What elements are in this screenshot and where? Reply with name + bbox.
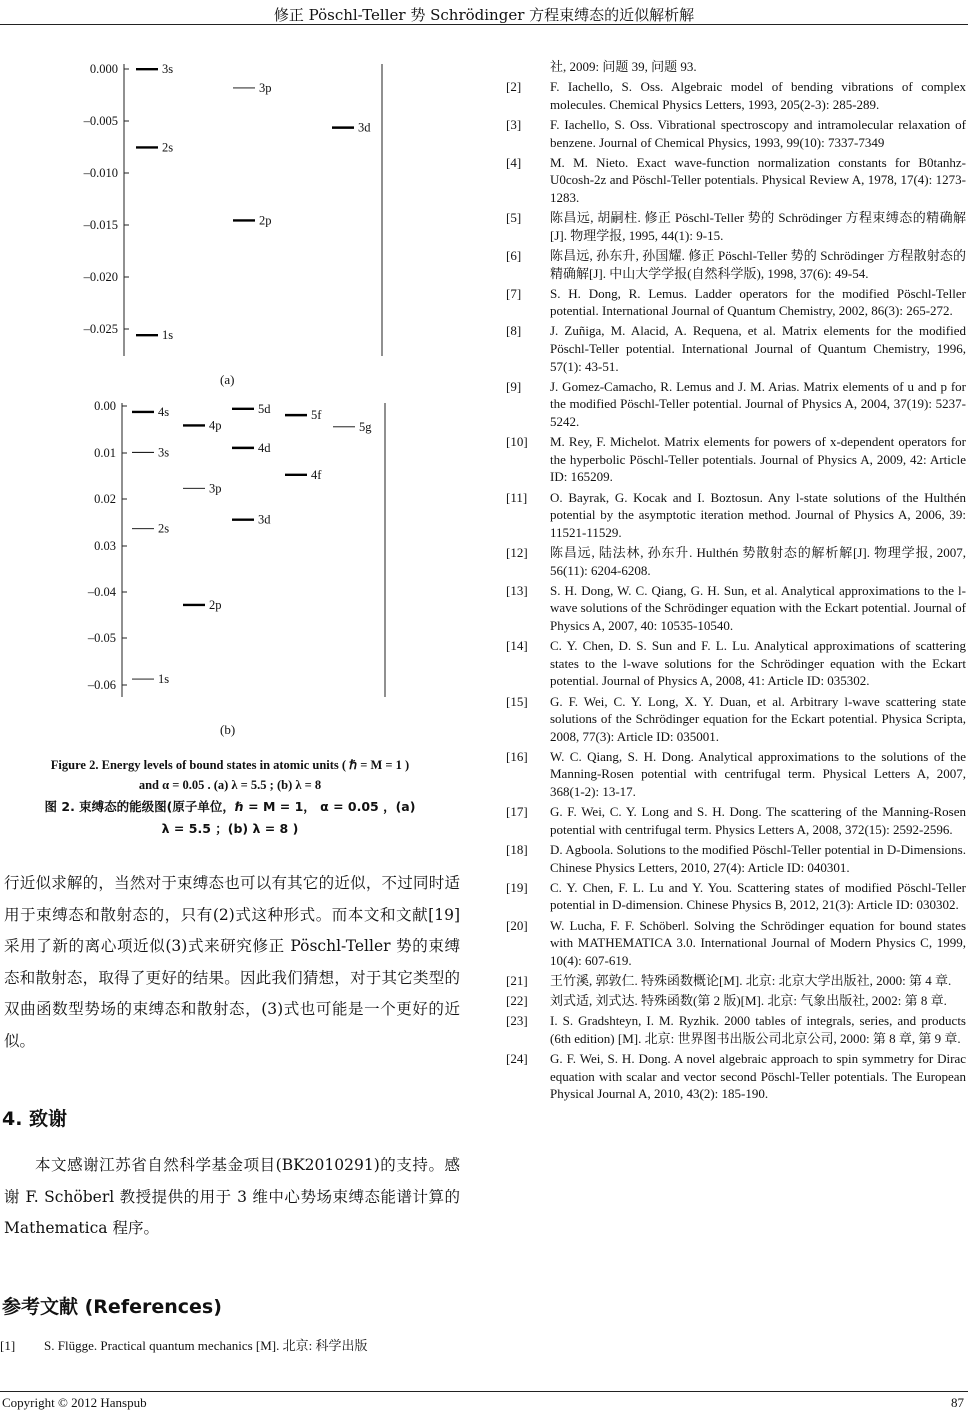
reference-item xyxy=(506,489,966,542)
reference-text: S. H. Dong, R. Lemus. Ladder operators for the modified Pöschl-Teller potential. International Journal of Quantum Chemistry, 2002, 86(3): 265-272. xyxy=(550,285,966,319)
y-tick-label: 0.000 xyxy=(89,62,118,76)
reference-number: [13] xyxy=(506,582,528,598)
page-number: 87 xyxy=(951,1395,964,1410)
reference-number: [23] xyxy=(506,1013,528,1029)
reference-number: [18] xyxy=(506,842,528,858)
reference-text: S. H. Dong, W. C. Qiang, G. H. Sun, et al. Analytical approximations to the l-wave solutions of the Schrödinger equation with the Eckart potential. Journal of Physics A, 2007, 40: 10535-10540. xyxy=(550,582,966,633)
reference-text: I. S. Gradshteyn, I. M. Ryzhik. 2000 tables of integrals, series, and products (6th edition) [M]. 北京: 世界图书出版公司北京公司, 2000: 第 8 章, 第 9 章. xyxy=(550,1013,966,1046)
y-tick-label: 0.00 xyxy=(94,399,116,413)
reference-item xyxy=(506,693,966,746)
reference-number: [24] xyxy=(506,1051,528,1067)
reference-number: [4] xyxy=(506,154,522,170)
reference-text: O. Bayrak, G. Kocak and I. Boztosun. Any l-state solutions of the Hulthén potential by the asymptotic iteration method. Journal of Physics A, 2006, 39: 11521-11529. xyxy=(550,489,966,540)
reference-number: [17] xyxy=(506,804,528,820)
figure-caption-zh-2: λ = 5.5 ；(b) λ = 8 ) xyxy=(161,821,299,836)
y-tick-label: 0.02 xyxy=(94,492,116,506)
reference-number: [2] xyxy=(506,79,522,95)
running-header: 修正 Pöschl-Teller 势 Schrödinger 方程束缚态的近似解析解 xyxy=(273,6,695,24)
ack-heading: 4. 致谢 xyxy=(2,1108,68,1130)
header-rule xyxy=(0,24,968,25)
energy-level-label: 4p xyxy=(209,418,222,433)
energy-level-chart-b xyxy=(40,395,400,705)
reference-item xyxy=(506,1012,966,1047)
energy-level-label: 5f xyxy=(311,408,322,423)
reference-continuation-text: 社, 2009: 问题 39, 问题 93. xyxy=(550,59,697,74)
energy-level-chart-a xyxy=(40,56,390,361)
reference-text: J. Gomez-Camacho, R. Lemus and J. M. Arias. Matrix elements of u and p for the modified Pöschl-Teller potential. Journal of Physics A, 2004, 37(19): 5237-5242. xyxy=(550,378,966,430)
energy-level-label: 5d xyxy=(258,401,271,416)
energy-level-label: 5g xyxy=(359,419,372,434)
reference-text: W. Lucha, F. F. Schöberl. Solving the Schrödinger equation for bound states with MATHEMATICA 3.0. International Journal of Modern Physics C, 1999, 10(4): 607-619. xyxy=(550,917,966,968)
reference-text: G. F. Wei, S. H. Dong. A novel algebraic approach to spin symmetry for Dirac equation with scalar and vector second Pöschl-Teller potentials. The European Physical Journal A, 2010, 43(2): 185-190. xyxy=(550,1051,966,1102)
footer-copyright: Copyright © 2012 Hanspub xyxy=(2,1395,147,1410)
reference-item xyxy=(506,116,966,151)
reference-number: [15] xyxy=(506,693,528,709)
reference-item xyxy=(506,748,966,801)
y-tick-label: –0.005 xyxy=(83,114,118,128)
reference-item xyxy=(506,378,966,431)
reference-item xyxy=(506,78,966,113)
reference-item xyxy=(506,154,966,207)
reference-number: [8] xyxy=(506,323,522,339)
reference-item xyxy=(506,917,966,970)
panel-b-label: (b) xyxy=(220,722,236,737)
reference-text: J. Zuñiga, M. Alacid, A. Requena, et al. Matrix elements for the modified Pöschl-Teller potential. International Journal of Quantum Chemistry, 1996, 57(1): 43-51. xyxy=(550,323,966,374)
figure-caption-en-2: and α = 0.05 . (a) λ = 5.5 ; (b) λ = 8 xyxy=(138,778,322,792)
body-paragraph: 行近似求解的，当然对于束缚态也可以有其它的近似，不过同时适用于束缚态和散射态的，只有(2)式这种形式。而本文和文献[19]采用了新的离心项近似(3)式来研究修正 Pöschl-Teller 势的束缚态和散射态，取得了更好的结果。因此我们猜想，对于其它类型的双曲函数型势场的束缚态和散射态，(3)式也可能是一个更好的近似。 xyxy=(4,874,460,1050)
energy-level-label: 3s xyxy=(158,445,170,460)
reference-item xyxy=(506,285,966,320)
reference-text: M. M. Nieto. Exact wave-function normalization constants for B0tanhz-U0cosh-2z and Pöschl-Teller potentials. Physical Review A, 1978, 17(4): 1273-1283. xyxy=(550,154,966,205)
reference-item xyxy=(506,209,966,244)
ack-paragraph: 本文感谢江苏省自然科学基金项目(BK2010291)的支持。感谢 F. Schöberl 教授提供的用于 3 维中心势场束缚态能谱计算的 Mathematica 程序。 xyxy=(4,1156,460,1237)
energy-level-label: 2p xyxy=(259,213,272,228)
reference-item xyxy=(506,1050,966,1103)
references-heading: 参考文献 (References) xyxy=(2,1296,222,1318)
reference-item xyxy=(506,972,966,990)
reference-number: [9] xyxy=(506,378,522,394)
reference-text: 陈昌远, 孙东升, 孙国耀. 修正 Pöschl-Teller 势的 Schrödinger 方程散射态的精确解[J]. 中山大学学报(自然科学版), 1998, 37(6): 49-54. xyxy=(550,247,966,281)
reference-text: 王竹溪, 郭敦仁. 特殊函数概论[M]. 北京: 北京大学出版社, 2000: 第 4 章. xyxy=(550,972,952,988)
reference-item xyxy=(506,637,966,690)
reference-text: D. Agboola. Solutions to the modified Pöschl-Teller potential in D-Dimensions. Chinese Physics Letters, 2010, 27(4): Article ID: 040301. xyxy=(550,842,966,875)
reference-text: F. Iachello, S. Oss. Vibrational spectroscopy and intramolecular relaxation of benzene. Journal of Chemical Physics, 1993, 99(10): 7337-7349 xyxy=(550,116,966,150)
reference-text: G. F. Wei, C. Y. Long and S. H. Dong. The scattering of the Manning-Rosen potential with centrifugal term. Physics Letters A, 2008, 372(15): 2592-2596. xyxy=(550,804,966,837)
panel-a-label: (a) xyxy=(220,372,235,387)
reference-list xyxy=(506,58,966,1106)
reference-item xyxy=(506,879,966,914)
y-tick-label: –0.010 xyxy=(83,166,118,180)
reference-item xyxy=(506,841,966,876)
reference-text: G. F. Wei, C. Y. Long, X. Y. Duan, et al. Arbitrary l-wave scattering state solutions of the Schrödinger equation for the Eckart potential. Physica Scripta, 2008, 77(3): Article ID: 035001. xyxy=(550,693,966,744)
reference-continuation xyxy=(506,58,966,76)
reference-number: [16] xyxy=(506,748,528,764)
reference-number: [3] xyxy=(506,116,522,132)
energy-level-label: 2s xyxy=(162,140,174,155)
reference-number: [11] xyxy=(506,489,528,505)
reference-number: [22] xyxy=(506,993,528,1009)
reference-text: 刘式适, 刘式达. 特殊函数(第 2 版)[M]. 北京: 气象出版社, 2002: 第 8 章. xyxy=(550,993,947,1009)
reference-text: S. Flügge. Practical quantum mechanics [M]. 北京: 科学出版 xyxy=(44,1338,368,1353)
y-tick-label: –0.020 xyxy=(83,270,118,284)
reference-text: F. Iachello, S. Oss. Algebraic model of bending vibrations of complex molecules. Chemical Physics Letters, 1993, 205(2-3): 285-289. xyxy=(550,79,966,112)
reference-item xyxy=(506,247,966,282)
reference-item xyxy=(506,433,966,486)
figure-caption-zh-1: 图 2. 束缚态的能级图(原子单位，ℏ = M = 1， α = 0.05 ，(a) xyxy=(44,799,416,814)
reference-text: W. C. Qiang, S. H. Dong. Analytical approximations to the solutions of the Manning-Rosen potential with centrifugal term. Physical Letters A, 2007, 368(1-2): 13-17. xyxy=(550,748,966,800)
reference-number: [12] xyxy=(506,544,528,560)
energy-level-label: 2s xyxy=(158,521,170,536)
y-tick-label: –0.015 xyxy=(83,218,118,232)
energy-level-label: 4d xyxy=(258,440,271,455)
reference-text: 陈昌远, 胡嗣柱. 修正 Pöschl-Teller 势的 Schrödinger 方程束缚态的精确解[J]. 物理学报, 1995, 44(1): 9-15. xyxy=(550,210,966,243)
y-tick-label: –0.05 xyxy=(87,631,116,645)
reference-number: [19] xyxy=(506,879,528,895)
reference-text: C. Y. Chen, F. L. Lu and Y. You. Scattering states of modified Pöschl-Teller potential in D-dimension. Chinese Physics B, 2012, 21(3): Article ID: 030302. xyxy=(550,879,966,913)
energy-level-label: 4f xyxy=(311,467,322,482)
footer-rule xyxy=(0,1391,968,1392)
y-tick-label: –0.06 xyxy=(87,678,116,692)
reference-number: [20] xyxy=(506,917,528,933)
reference-item xyxy=(506,582,966,635)
reference-item xyxy=(506,803,966,838)
reference-item xyxy=(506,544,966,579)
energy-level-label: 4s xyxy=(158,404,170,419)
reference-number: [1] xyxy=(0,1338,16,1353)
reference-number: [10] xyxy=(506,434,528,450)
reference-text: 陈昌远, 陆法林, 孙东升. Hulthén 势散射态的解析解[J]. 物理学报, 2007, 56(11): 6204-6208. xyxy=(550,544,966,578)
reference-item xyxy=(506,992,966,1010)
reference-number: [7] xyxy=(506,285,522,301)
reference-text: M. Rey, F. Michelot. Matrix elements for powers of x-dependent operators for the hyperbolic Pöschl-Teller potentials. Journal of Physics A, 2009, 42: Article ID: 165209. xyxy=(550,434,966,485)
y-tick-label: –0.04 xyxy=(87,585,116,599)
reference-number: [6] xyxy=(506,247,522,263)
reference-item xyxy=(506,322,966,375)
reference-number: [21] xyxy=(506,972,528,988)
y-tick-label: –0.025 xyxy=(83,322,118,336)
figure-caption-en-1: Figure 2. Energy levels of bound states in atomic units ( ℏ = M = 1 ) xyxy=(50,758,410,772)
y-tick-label: 0.01 xyxy=(94,446,116,460)
energy-level-label: 3s xyxy=(162,62,174,77)
reference-item xyxy=(0,1337,460,1355)
energy-level-label: 3d xyxy=(258,512,271,527)
energy-level-label: 1s xyxy=(162,328,174,343)
energy-level-label: 3p xyxy=(259,80,272,95)
reference-number: [5] xyxy=(506,210,522,226)
y-tick-label: 0.03 xyxy=(94,539,116,553)
reference-number: [14] xyxy=(506,638,528,654)
energy-level-label: 3d xyxy=(358,120,371,135)
energy-level-label: 1s xyxy=(158,672,170,687)
reference-text: C. Y. Chen, D. S. Sun and F. L. Lu. Analytical approximations of scattering states to the l-wave solutions for the Schrödinger equation with the Eckart potential. Journal of Physics A, 2008, 41: Article ID: 035302. xyxy=(550,638,966,689)
energy-level-label: 3p xyxy=(209,481,222,496)
energy-level-label: 2p xyxy=(209,597,222,612)
